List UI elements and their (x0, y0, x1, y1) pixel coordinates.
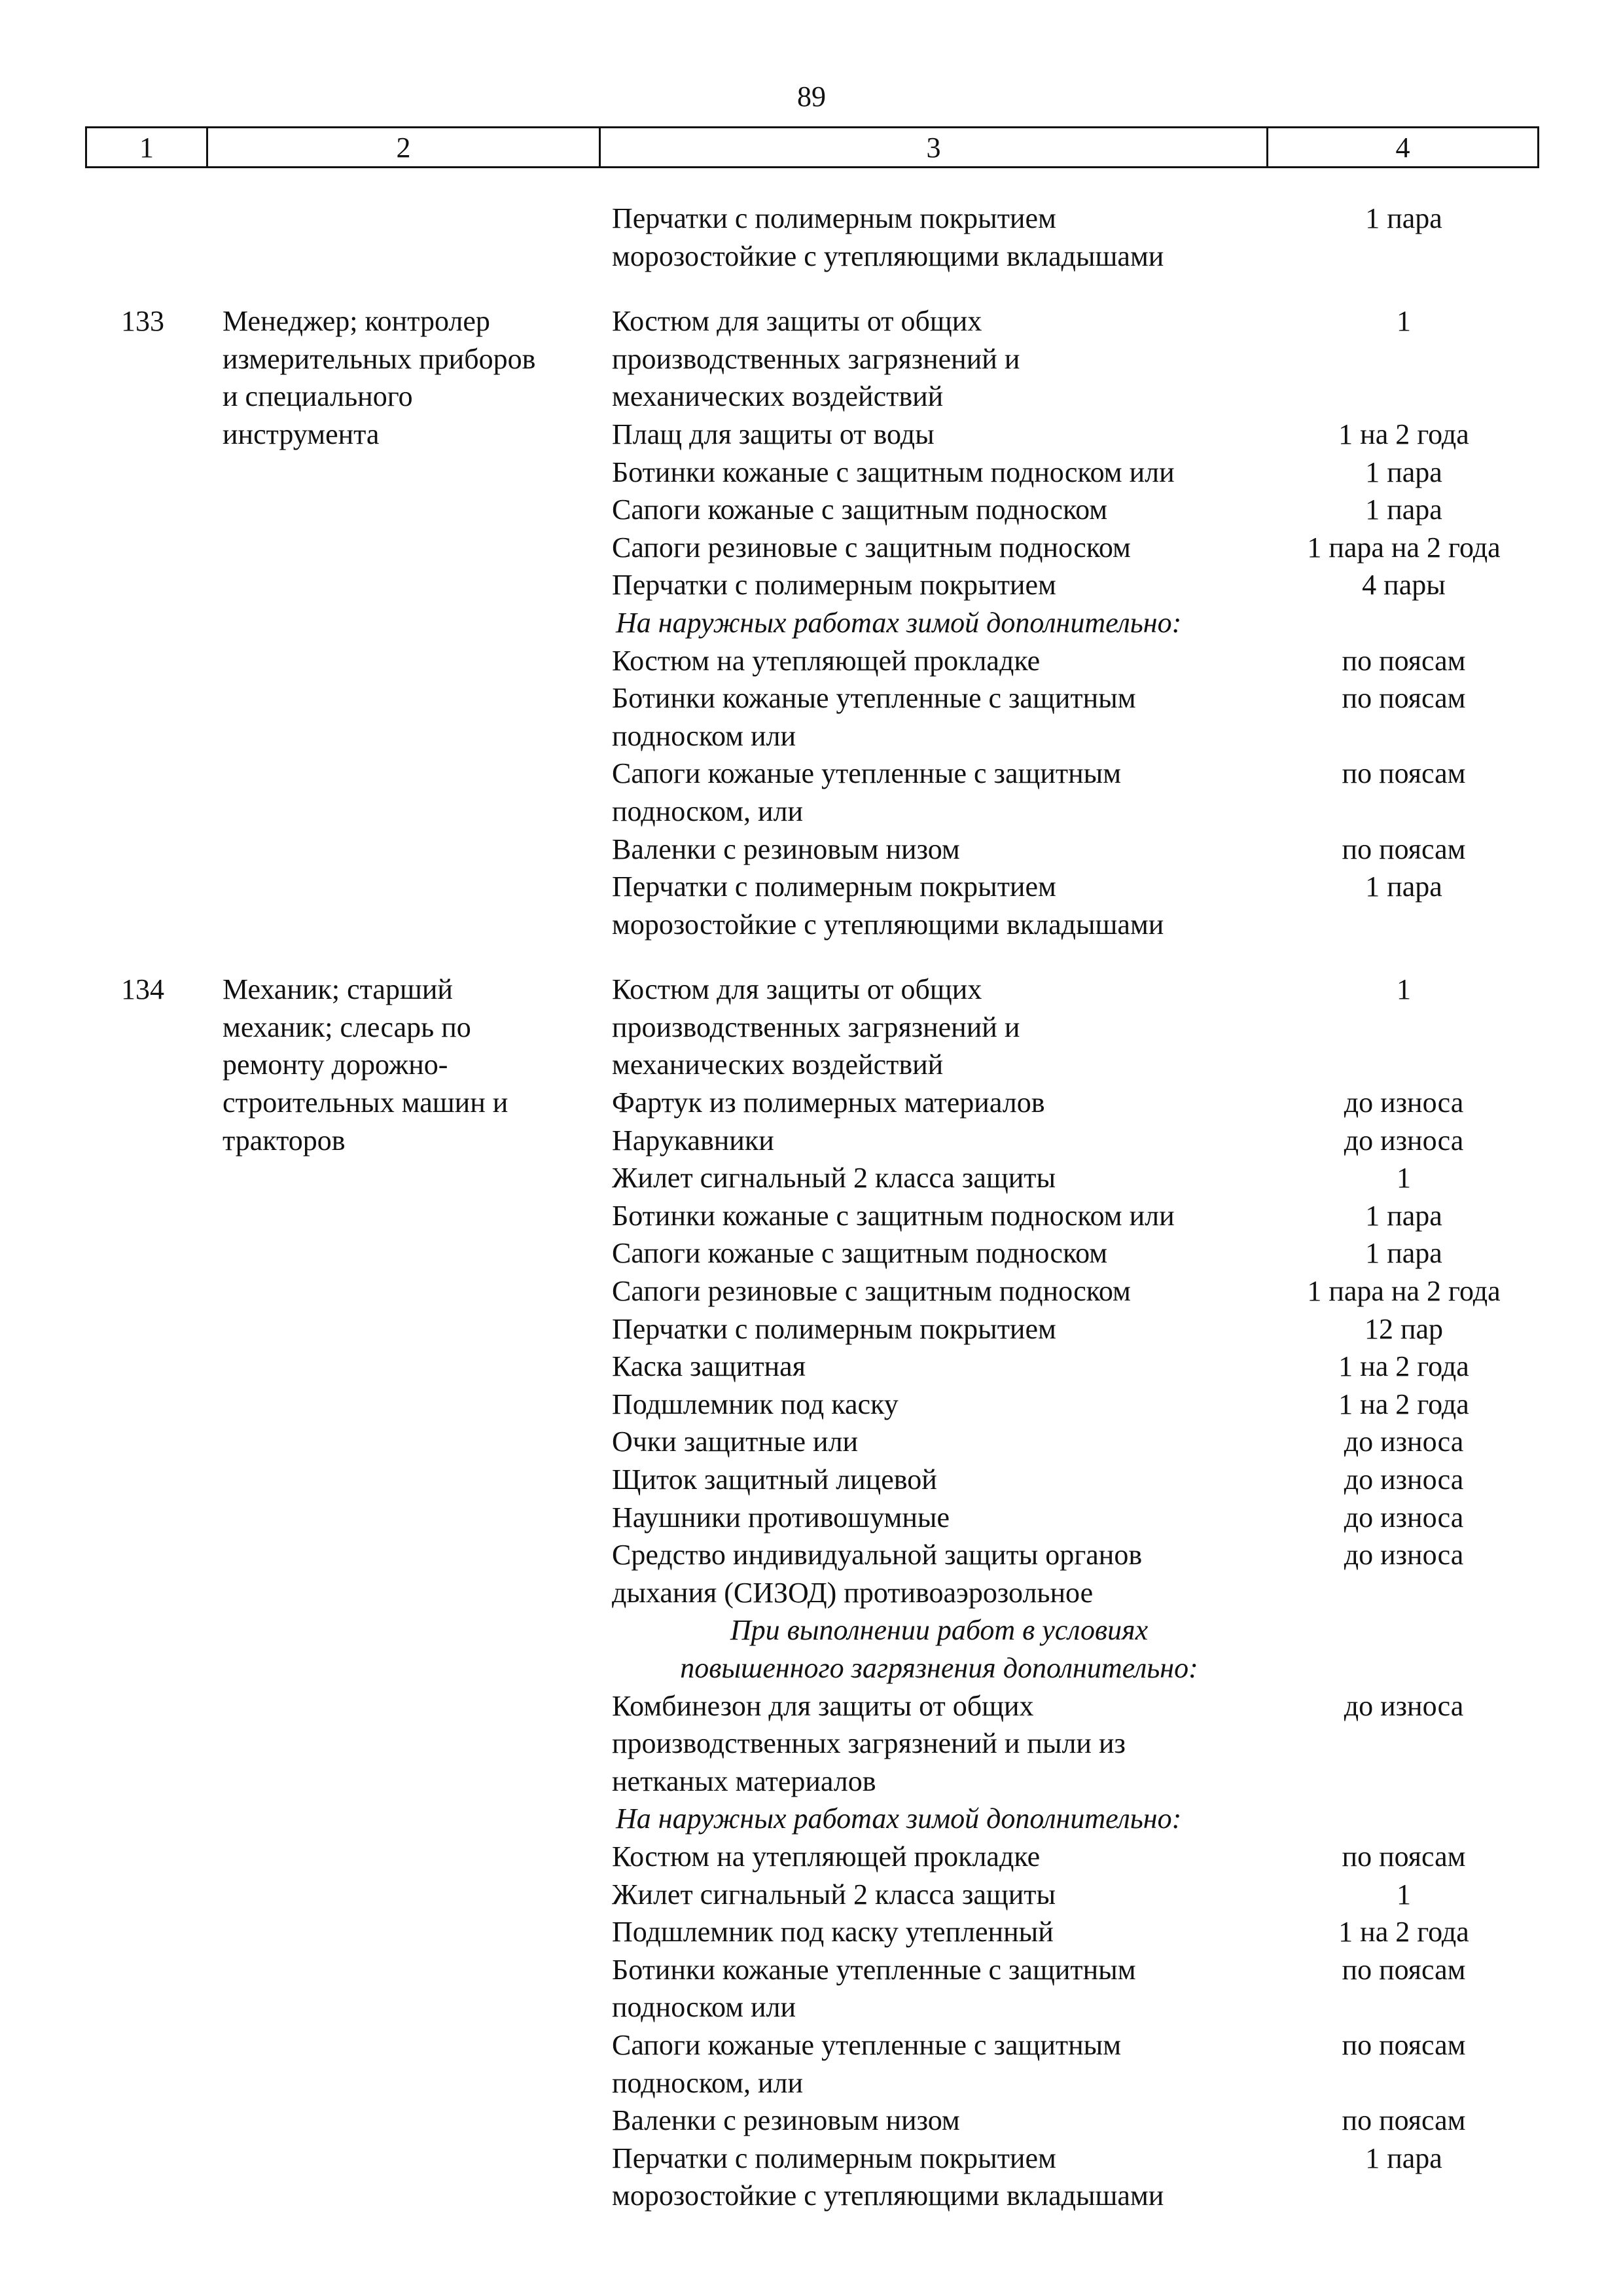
ppe-item-row (612, 1159, 1541, 1197)
ppe-item-quantity: 1 (1397, 1878, 1411, 1910)
ppe-item-quantity: 1 (1397, 1162, 1411, 1194)
ppe-item-quantity: 4 пары (1362, 569, 1446, 601)
ppe-item-quantity: до износа (1344, 1501, 1464, 1534)
ppe-item-name: Наушники противошумные (612, 1501, 950, 1534)
ppe-item-row (612, 1234, 1541, 1272)
ppe-item-quantity: до износа (1344, 1463, 1464, 1496)
ppe-item-name: Жилет сигнальный 2 класса защиты (612, 1878, 1056, 1910)
ppe-item-quantity: 1 пара (1365, 493, 1442, 526)
ppe-item-row (612, 1461, 1541, 1499)
ppe-item-quantity: 12 пар (1364, 1312, 1444, 1345)
ppe-item-row (612, 1499, 1541, 1537)
column-header-4: 4 (1395, 131, 1410, 164)
ppe-item-quantity: по поясам (1342, 682, 1466, 715)
ppe-item-row (612, 1876, 1541, 1914)
ppe-item-row (612, 1536, 1541, 1611)
ppe-item-row (612, 1122, 1541, 1160)
ppe-item-name: Сапоги кожаные с защитным подноском (612, 493, 1108, 526)
ppe-item-name: Костюм на утепляющей прокладке (612, 644, 1041, 677)
profession-name: Механик; старший механик; слесарь по ремонту дорожно- строительных машин и тракторов (223, 973, 508, 1157)
profession-group (0, 200, 1623, 275)
ppe-item-row (612, 1084, 1541, 1122)
ppe-item-quantity: 1 пара на 2 года (1307, 531, 1501, 564)
table-body (0, 200, 1623, 2215)
ppe-item-name: Сапоги кожаные утепленные с защитным подноском, или (612, 757, 1122, 827)
profession-group (0, 302, 1623, 943)
ppe-item-name: Жилет сигнальный 2 класса защиты (612, 1162, 1056, 1194)
ppe-item-row (612, 2026, 1541, 2102)
ppe-item-name: Плащ для защиты от воды (612, 418, 935, 450)
ppe-item-quantity: 1 на 2 года (1338, 1388, 1469, 1420)
ppe-item-name: Ботинки кожаные с защитным подноском или (612, 456, 1175, 488)
ppe-item-quantity: 1 (1397, 973, 1411, 1006)
ppe-item-row (612, 1348, 1541, 1386)
ppe-list (612, 200, 1541, 275)
ppe-item-quantity: 1 пара на 2 года (1307, 1275, 1501, 1308)
ppe-item-row (612, 529, 1541, 567)
ppe-item-row (612, 1386, 1541, 1424)
ppe-item-quantity: по поясам (1342, 2104, 1466, 2137)
ppe-item-row (612, 971, 1541, 1084)
ppe-item-quantity: 1 на 2 года (1338, 1350, 1469, 1383)
ppe-item-row (612, 679, 1541, 755)
ppe-item-name: Валенки с резиновым низом (612, 2104, 960, 2137)
section-note: При выполнении работ в условиях повышенного загрязнения дополнительно: (680, 1614, 1198, 1684)
ppe-item-row (612, 1838, 1541, 1876)
ppe-item-name: Средство индивидуальной защиты органов дыхания (СИЗОД) противоаэрозольное (612, 1539, 1143, 1609)
ppe-item-name: Ботинки кожаные утепленные с защитным подноском или (612, 1953, 1136, 2024)
ppe-item-quantity: по поясам (1342, 1840, 1466, 1873)
ppe-item-name: Подшлемник под каску утепленный (612, 1916, 1054, 1948)
ppe-item-name: Нарукавники (612, 1124, 774, 1157)
ppe-item-row (612, 1197, 1541, 1235)
ppe-item-row (612, 1687, 1541, 1801)
ppe-item-name: Фартук из полимерных материалов (612, 1086, 1045, 1119)
ppe-item-quantity: до износа (1344, 1689, 1464, 1722)
ppe-item-name: Сапоги резиновые с защитным подноском (612, 531, 1131, 564)
ppe-item-quantity: 1 пара (1365, 456, 1442, 488)
ppe-item-name: Костюм на утепляющей прокладке (612, 1840, 1041, 1873)
ppe-item-name: Перчатки с полимерным покрытием морозостойкие с утепляющими вкладышами (612, 202, 1164, 272)
page-number: 89 (797, 81, 826, 113)
ppe-item-name: Подшлемник под каску (612, 1388, 899, 1420)
ppe-item-quantity: до износа (1344, 1539, 1464, 1571)
ppe-item-row (612, 200, 1541, 275)
ppe-item-name: Ботинки кожаные с защитным подноском или (612, 1199, 1175, 1232)
ppe-item-row (612, 868, 1541, 943)
ppe-item-name: Очки защитные или (612, 1426, 859, 1458)
ppe-item-name: Костюм для защиты от общих производственных загрязнений и механических воздействий (612, 973, 1020, 1081)
ppe-item-quantity: 1 пара (1365, 870, 1442, 903)
ppe-item-row (612, 1310, 1541, 1348)
ppe-item-name: Перчатки с полимерным покрытием (612, 1312, 1056, 1345)
ppe-item-quantity: 1 пара (1365, 2142, 1442, 2174)
ppe-item-name: Костюм для защиты от общих производственных загрязнений и механических воздействий (612, 305, 1020, 413)
ppe-item-row (612, 1272, 1541, 1310)
ppe-item-name: Комбинезон для защиты от общих производственных загрязнений и пыли из нетканых материалов (612, 1689, 1126, 1797)
ppe-item-quantity: 1 на 2 года (1338, 418, 1469, 450)
ppe-item-name: Перчатки с полимерным покрытием (612, 569, 1056, 601)
ppe-item-quantity: по поясам (1342, 2028, 1466, 2061)
ppe-item-row (612, 1951, 1541, 2026)
profession-name: Менеджер; контролер измерительных приборов и специального инструмента (223, 305, 536, 450)
ppe-item-row (612, 642, 1541, 680)
ppe-item-name: Ботинки кожаные утепленные с защитным подноском или (612, 682, 1136, 752)
ppe-item-row (612, 1423, 1541, 1461)
ppe-item-quantity: 1 пара (1365, 1237, 1442, 1270)
column-header-1: 1 (87, 128, 208, 166)
profession-group (0, 971, 1623, 2215)
ppe-item-quantity: 1 пара (1365, 1199, 1442, 1232)
section-note: На наружных работах зимой дополнительно: (616, 1803, 1182, 1835)
ppe-item-quantity: 1 (1397, 305, 1411, 338)
ppe-item-row (612, 831, 1541, 869)
ppe-item-quantity: по поясам (1342, 757, 1466, 790)
ppe-item-name: Сапоги кожаные утепленные с защитным подноском, или (612, 2028, 1122, 2099)
ppe-item-row (612, 454, 1541, 492)
ppe-list (612, 971, 1541, 2215)
ppe-item-name: Щиток защитный лицевой (612, 1463, 937, 1496)
ppe-item-name: Каска защитная (612, 1350, 806, 1383)
ppe-item-name: Сапоги кожаные с защитным подноском (612, 1237, 1108, 1270)
column-header-2: 2 (208, 128, 601, 166)
ppe-item-name: Сапоги резиновые с защитным подноском (612, 1275, 1131, 1308)
section-note: На наружных работах зимой дополнительно: (616, 606, 1182, 639)
ppe-item-name: Перчатки с полимерным покрытием морозостойкие с утепляющими вкладышами (612, 870, 1164, 941)
ppe-item-name: Валенки с резиновым низом (612, 833, 960, 865)
ppe-item-quantity: по поясам (1342, 833, 1466, 865)
column-header-row (85, 126, 1539, 168)
row-number: 133 (121, 305, 164, 338)
ppe-item-quantity: до износа (1344, 1124, 1464, 1157)
ppe-list (612, 302, 1541, 943)
ppe-item-row (612, 491, 1541, 529)
ppe-item-row (612, 2140, 1541, 2215)
ppe-item-row (612, 2102, 1541, 2140)
ppe-item-row (612, 566, 1541, 604)
ppe-item-quantity: 1 пара (1365, 202, 1442, 234)
ppe-item-quantity: по поясам (1342, 1953, 1466, 1986)
ppe-item-name: Перчатки с полимерным покрытием морозостойкие с утепляющими вкладышами (612, 2142, 1164, 2212)
row-number: 134 (121, 973, 164, 1006)
ppe-item-row (612, 416, 1541, 454)
ppe-item-quantity: 1 на 2 года (1338, 1916, 1469, 1948)
ppe-item-row (612, 302, 1541, 416)
ppe-item-quantity: по поясам (1342, 644, 1466, 677)
ppe-item-quantity: до износа (1344, 1426, 1464, 1458)
column-header-3: 3 (601, 128, 1268, 166)
ppe-item-row (612, 755, 1541, 830)
ppe-item-row (612, 1913, 1541, 1951)
ppe-item-quantity: до износа (1344, 1086, 1464, 1119)
